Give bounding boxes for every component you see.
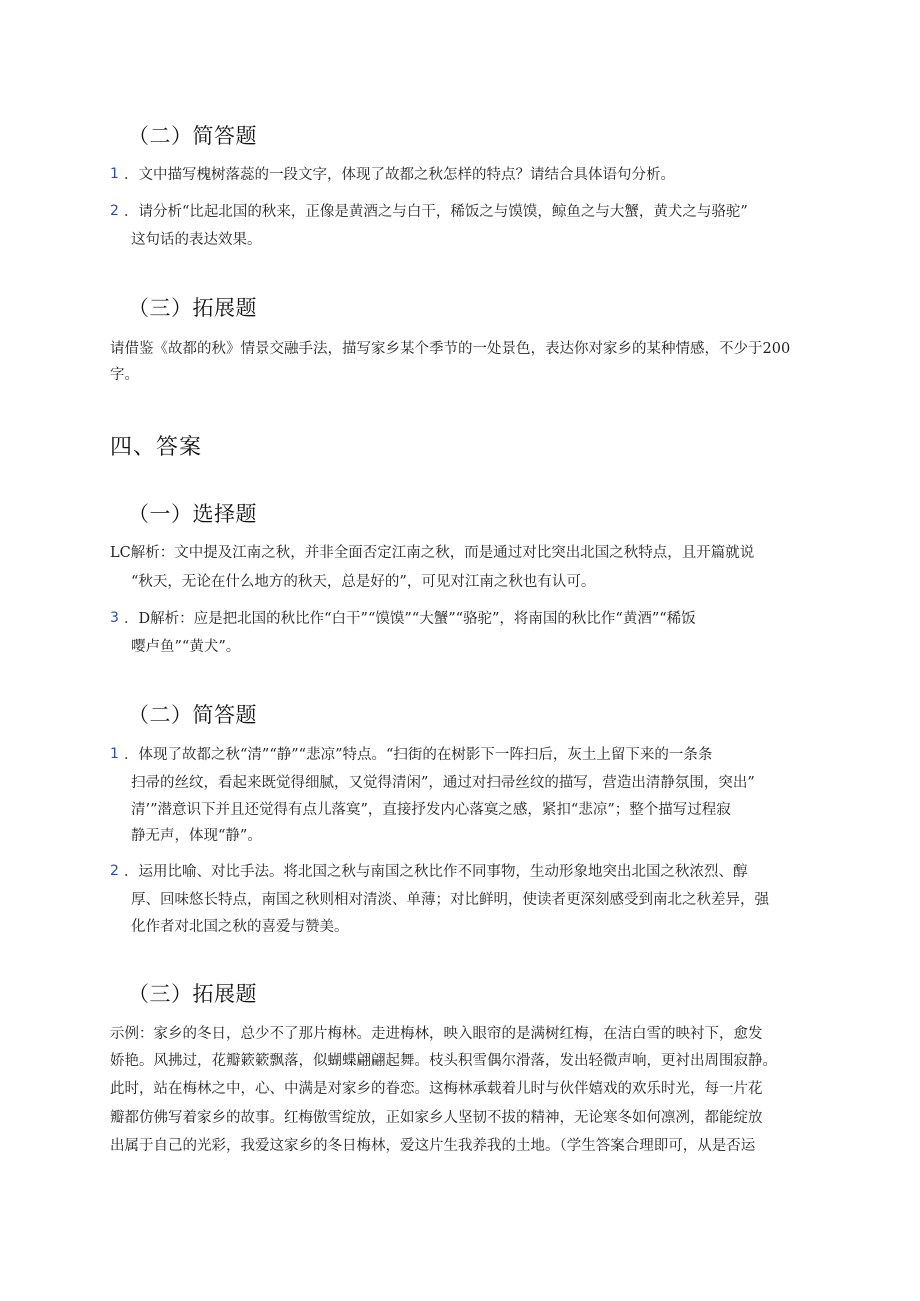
question-text: ．文中描写槐树落蕊的一段文字，体现了故都之秋怎样的特点？请结合具体语句分析。 [124, 167, 675, 183]
question-number: 2 [110, 203, 119, 219]
answer-text-continued: 扫帚的丝纹，看起来既觉得细腻，又觉得清闲”，通过对扫帚丝纹的描写，营造出清静氛围，突出” [131, 775, 755, 791]
answer-text-continued: 娇艳。风拂过，花瓣簌簌飘落，似蝴蝶翩翩起舞。枝头积雪偶尔滑落，发出轻微声响，更衬出周围寂静。 [110, 1053, 777, 1069]
answer-text: ．运用比喻、对比手法。将北国之秋与南国之秋比作不同事物，生动形象地突出北国之秋浓烈、醇 [124, 864, 748, 880]
answer-text: 示例：家乡的冬日，总少不了那片梅林。走进梅林，映入眼帘的是满树红梅，在洁白雪的映衬下，愈发 [110, 1026, 763, 1042]
answer-text: ．体现了故都之秋“清”“静”“悲凉”特点。“扫街的在树影下一阵扫后，灰土上留下来的一条条 [124, 747, 713, 763]
answer-text-continued: 厚、回味悠长特点，南国之秋则相对清淡、单薄；对比鲜明，使读者更深刻感受到南北之秋差异，强 [131, 892, 769, 908]
answer-text: LC解析：文中提及江南之秋，并非全面否定江南之秋，而是通过对比突出北国之秋特点，且开篇就说 [110, 545, 755, 561]
answer-text-continued: 瓣都仿佛写着家乡的故事。红梅傲雪绽放，正如家乡人坚韧不拔的精神，无论寒冬如何凛冽，都能绽放 [110, 1110, 763, 1126]
section-heading-short-answer: （二）简答题 [128, 124, 257, 148]
section-heading-multiple-choice: （一）选择题 [128, 502, 257, 526]
answer-text-continued: 嘤卢鱼”“黄犬”。 [131, 639, 241, 655]
question-text: ．请分析“比起北国的秋来，正像是黄酒之与白干，稀饭之与馍馍，鲸鱼之与大蟹，黄犬之与骆驼” [124, 204, 748, 220]
answer-text-continued: 清’”潜意识下并且还觉得有点儿落寞”，直接抒发内心落寞之感，紧扣“悲凉”；整个描写过程寂 [131, 802, 731, 818]
answer-text-continued: “秋天，无论在什么地方的秋天，总是好的”，可见对江南之秋也有认可。 [131, 574, 596, 590]
answer-text-continued: 静无声，体现“静”。 [131, 828, 262, 844]
answer-number: 3 [110, 610, 119, 626]
answer-text-continued: 出属于自己的光彩，我爱这家乡的冬日梅林，爱这片生我养我的土地。（学生答案合理即可，从是否运 [110, 1138, 756, 1154]
question-text-continued: 这句话的表达效果。 [131, 232, 262, 248]
answer-text-continued: 此时，站在梅林之中，心、中满是对家乡的眷恋。这梅林承载着儿时与伙伴嬉戏的欢乐时光，每一片花 [110, 1081, 763, 1097]
answer-number: 1 [110, 746, 119, 762]
extension-question-text-continued: 字。 [110, 367, 139, 383]
section-heading-extension: （三）拓展题 [128, 296, 257, 320]
question-number: 1 [110, 166, 119, 182]
section-heading-short-answer-answers: （二）简答题 [128, 703, 257, 727]
answer-text-continued: 化作者对北国之秋的喜爱与赞美。 [131, 919, 349, 935]
extension-question-text: 请借鉴《故都的秋》情景交融手法，描写家乡某个季节的一处景色，表达你对家乡的某种情感，不少于200 [110, 341, 791, 357]
answers-heading: 四、答案 [110, 435, 203, 460]
answer-number: 2 [110, 863, 119, 879]
section-heading-extension-answers: （三）拓展题 [128, 982, 257, 1006]
answer-text: ．D解析：应是把北国的秋比作“白干”“馍馍”“大蟹”“骆驼”，将南国的秋比作“黄酒”“稀饭 [124, 611, 696, 627]
